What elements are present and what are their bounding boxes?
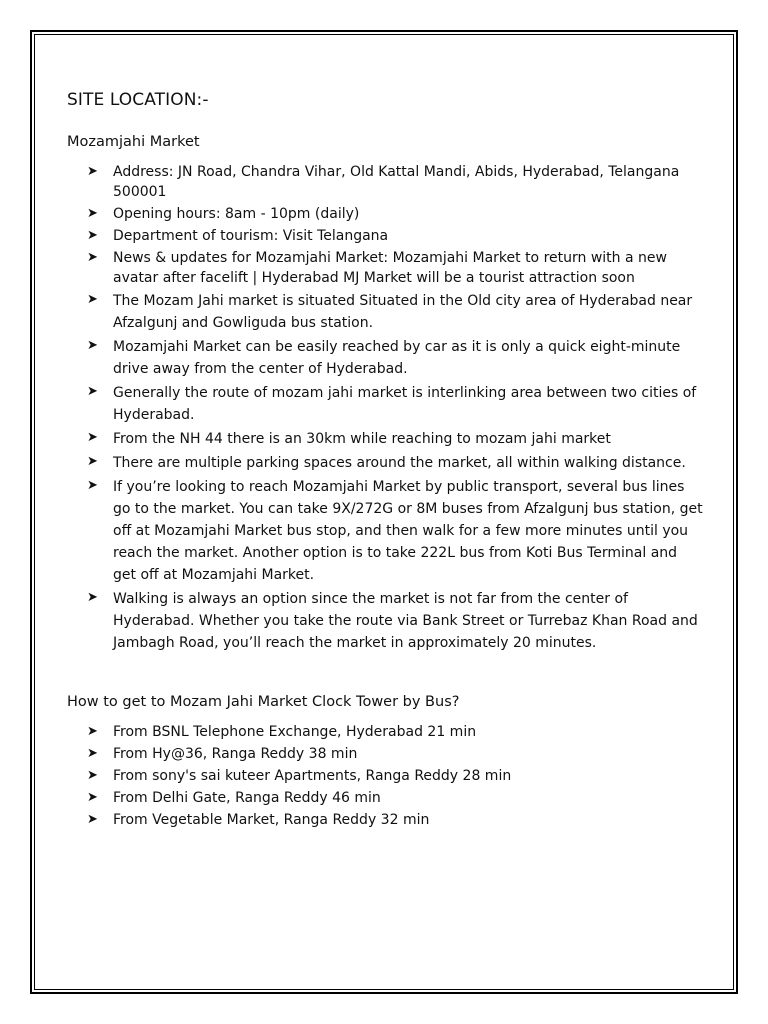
bullet-text: Opening hours: 8am - 10pm (daily) bbox=[113, 206, 360, 222]
arrow-bullet-icon: ➤ bbox=[87, 746, 98, 761]
bus-route-text: From Vegetable Market, Ranga Reddy 32 min bbox=[113, 812, 430, 828]
bus-route-text: From BSNL Telephone Exchange, Hyderabad 21 min bbox=[113, 724, 477, 740]
bus-route-text: From Delhi Gate, Ranga Reddy 46 min bbox=[113, 790, 381, 806]
bullet-item bbox=[67, 428, 703, 450]
bullet-text: News & updates for Mozamjahi Market: Mozamjahi Market to return with a new avatar after facelift | Hyderabad MJ Market will be a tourist attraction soon bbox=[113, 250, 667, 286]
market-heading: Mozamjahi Market bbox=[67, 134, 200, 150]
bus-route-item bbox=[67, 722, 703, 742]
bullet-text: Department of tourism: Visit Telangana bbox=[113, 228, 389, 244]
bullet-item bbox=[67, 382, 703, 426]
bus-route-text: From sony's sai kuteer Apartments, Ranga Reddy 28 min bbox=[113, 768, 512, 784]
arrow-bullet-icon: ➤ bbox=[87, 790, 98, 805]
bus-route-item bbox=[67, 766, 703, 786]
bus-route-item bbox=[67, 744, 703, 764]
arrow-bullet-icon: ➤ bbox=[87, 724, 98, 739]
bullet-item bbox=[67, 204, 703, 224]
bullet-text: There are multiple parking spaces around the market, all within walking distance. bbox=[113, 455, 686, 471]
bus-heading: How to get to Mozam Jahi Market Clock Tower by Bus? bbox=[67, 694, 460, 710]
bullet-text: From the NH 44 there is an 30km while reaching to mozam jahi market bbox=[113, 431, 611, 447]
arrow-bullet-icon: ➤ bbox=[87, 768, 98, 783]
bullet-text: If you’re looking to reach Mozamjahi Market by public transport, several bus lines go to the market. You can take 9X/272G or 8M buses from Afzalgunj bus station, get off at Mozamjahi Market bus stop, and then walk for a few more minutes until you reach the market. Another option is to take 222L bus from Koti Bus Terminal and get off at Mozamjahi Market. bbox=[113, 479, 703, 583]
bullet-text: Walking is always an option since the market is not far from the center of Hyderabad. Whether you take the route via Bank Street or Turrebaz Khan Road and Jambagh Road, you’ll reach the market in approximately 20 minutes. bbox=[113, 591, 698, 651]
arrow-bullet-icon: ➤ bbox=[87, 812, 98, 827]
bullet-item bbox=[67, 336, 703, 380]
arrow-bullet-icon: ➤ bbox=[87, 590, 98, 605]
bus-bullet-list bbox=[67, 722, 703, 830]
bus-route-item bbox=[67, 810, 703, 830]
arrow-bullet-icon: ➤ bbox=[87, 478, 98, 493]
bullet-item bbox=[67, 452, 703, 474]
bullet-item bbox=[67, 248, 703, 288]
bullet-text: Generally the route of mozam jahi market is interlinking area between two cities of Hyderabad. bbox=[113, 385, 697, 423]
arrow-bullet-icon: ➤ bbox=[87, 454, 98, 469]
bullet-item bbox=[67, 588, 703, 654]
bullet-item bbox=[67, 290, 703, 334]
bus-route-text: From Hy@36, Ranga Reddy 38 min bbox=[113, 746, 358, 762]
bus-route-item bbox=[67, 788, 703, 808]
bullet-item bbox=[67, 226, 703, 246]
arrow-bullet-icon: ➤ bbox=[87, 384, 98, 399]
bullet-item bbox=[67, 162, 703, 202]
bullet-text: Address: JN Road, Chandra Vihar, Old Kattal Mandi, Abids, Hyderabad, Telangana 500001 bbox=[113, 164, 680, 200]
arrow-bullet-icon: ➤ bbox=[87, 338, 98, 353]
arrow-bullet-icon: ➤ bbox=[87, 164, 98, 179]
bullet-item bbox=[67, 476, 703, 586]
section-title: SITE LOCATION:- bbox=[67, 90, 209, 110]
arrow-bullet-icon: ➤ bbox=[87, 292, 98, 307]
arrow-bullet-icon: ➤ bbox=[87, 228, 98, 243]
arrow-bullet-icon: ➤ bbox=[87, 250, 98, 265]
arrow-bullet-icon: ➤ bbox=[87, 206, 98, 221]
bullet-text: Mozamjahi Market can be easily reached by car as it is only a quick eight-minute drive away from the center of Hyderabad. bbox=[113, 339, 681, 377]
market-bullet-list bbox=[67, 162, 703, 654]
document-content bbox=[67, 90, 703, 832]
bullet-text: The Mozam Jahi market is situated Situated in the Old city area of Hyderabad near Afzalgunj and Gowliguda bus station. bbox=[113, 293, 693, 331]
arrow-bullet-icon: ➤ bbox=[87, 430, 98, 445]
